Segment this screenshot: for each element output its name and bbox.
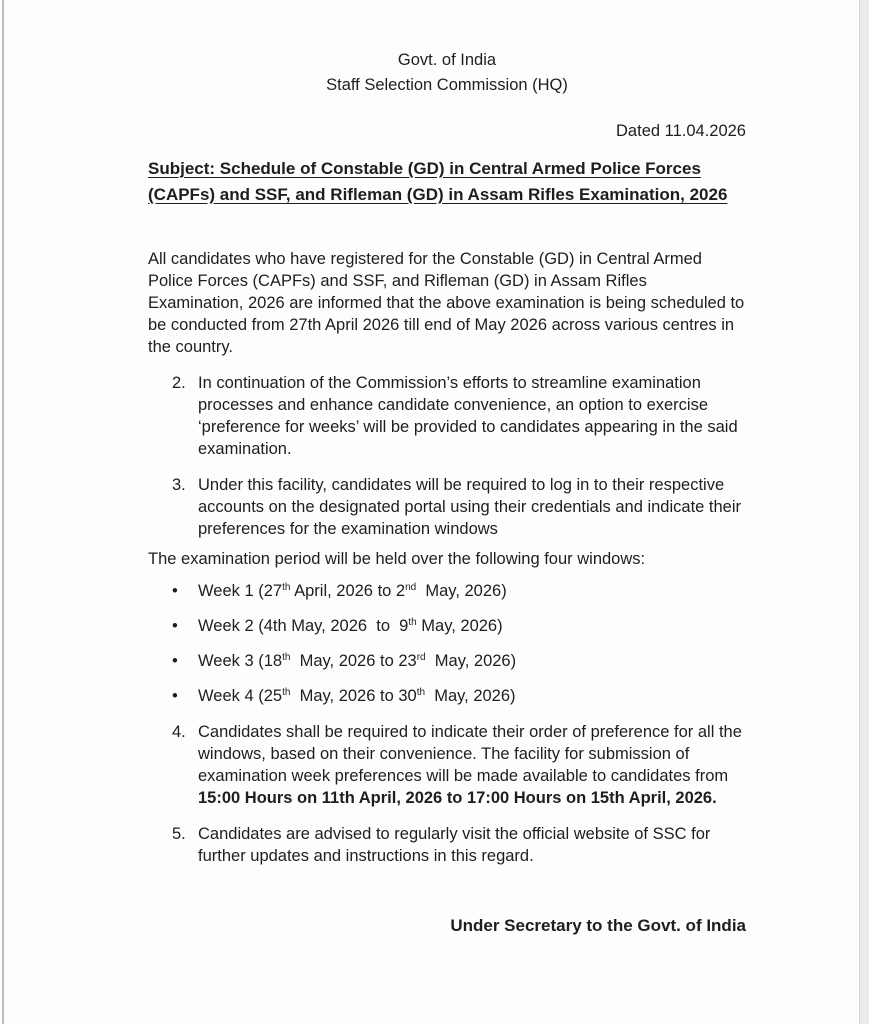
subject-line-1: Subject: Schedule of Constable (GD) in Central Armed Police Forces bbox=[148, 159, 701, 178]
numbered-item-5 bbox=[148, 823, 746, 867]
numbered-item-3 bbox=[148, 474, 746, 540]
item-number: 3. bbox=[172, 476, 186, 494]
subject-line-2: (CAPFs) and SSF, and Rifleman (GD) in Assam Rifles Examination, 2026 bbox=[148, 185, 728, 204]
bullet-icon: • bbox=[172, 687, 178, 705]
week-text: Week 2 (4th May, 2026 to 9th May, 2026) bbox=[198, 617, 503, 635]
bullet-icon: • bbox=[172, 582, 178, 600]
dated-line: Dated 11.04.2026 bbox=[616, 122, 746, 140]
document-content bbox=[148, 48, 749, 937]
intro-paragraph: All candidates who have registered for the Constable (GD) in Central Armed Police Forces (CAPFs) and SSF, and Rifleman (GD) in Assam Rifles Examination, 2026 are informed that the above examination is being scheduled to be conducted from 27th April 2026 till end of May 2026 across various centres in the country. bbox=[148, 250, 749, 356]
item-text: Candidates are advised to regularly visit the official website of SSC for further updates and instructions in this regard. bbox=[198, 825, 715, 865]
item-number: 4. bbox=[172, 723, 186, 741]
list-item-week-1 bbox=[148, 580, 746, 602]
page-edge-left bbox=[2, 0, 4, 1024]
list-item-week-2 bbox=[148, 615, 746, 637]
list-item-week-4 bbox=[148, 685, 746, 707]
org-name-line: Govt. of India bbox=[397, 51, 497, 69]
item-text: Candidates shall be required to indicate their order of preference for all the windows, based on their convenience. The facility for submission of examination week preferences will be made available to candidates from 15:00 Hours on 11th April, 2026 to 17:00 Hours on 15th April, 2026. bbox=[198, 723, 747, 807]
week-text: Week 4 (25th May, 2026 to 30th May, 2026) bbox=[198, 687, 516, 705]
bullet-icon: • bbox=[172, 652, 178, 670]
list-item-week-3 bbox=[148, 650, 746, 672]
week-text: Week 3 (18th May, 2026 to 23rd May, 2026) bbox=[198, 652, 517, 670]
windows-intro-line: The examination period will be held over the following four windows: bbox=[148, 550, 646, 568]
numbered-item-2 bbox=[148, 372, 746, 460]
org-dept-line: Staff Selection Commission (HQ) bbox=[326, 76, 568, 94]
page-edge-right bbox=[859, 0, 869, 1024]
week-text: Week 1 (27th April, 2026 to 2nd May, 2026) bbox=[198, 582, 507, 600]
numbered-item-4 bbox=[148, 721, 746, 809]
signature-line: Under Secretary to the Govt. of India bbox=[450, 916, 746, 935]
item-number: 2. bbox=[172, 374, 186, 392]
item-text: Under this facility, candidates will be required to log in to their respective accounts on the designated portal using their credentials and indicate their preferences for the examination windows bbox=[198, 476, 746, 538]
subject-heading bbox=[148, 156, 746, 208]
item-number: 5. bbox=[172, 825, 186, 843]
item-text: In continuation of the Commission’s efforts to streamline examination processes and enhance candidate convenience, an option to exercise ‘preference for weeks’ will be provided to candidates appearing in the said examination. bbox=[198, 374, 743, 458]
bullet-icon: • bbox=[172, 617, 178, 635]
week-windows-list bbox=[148, 580, 746, 707]
